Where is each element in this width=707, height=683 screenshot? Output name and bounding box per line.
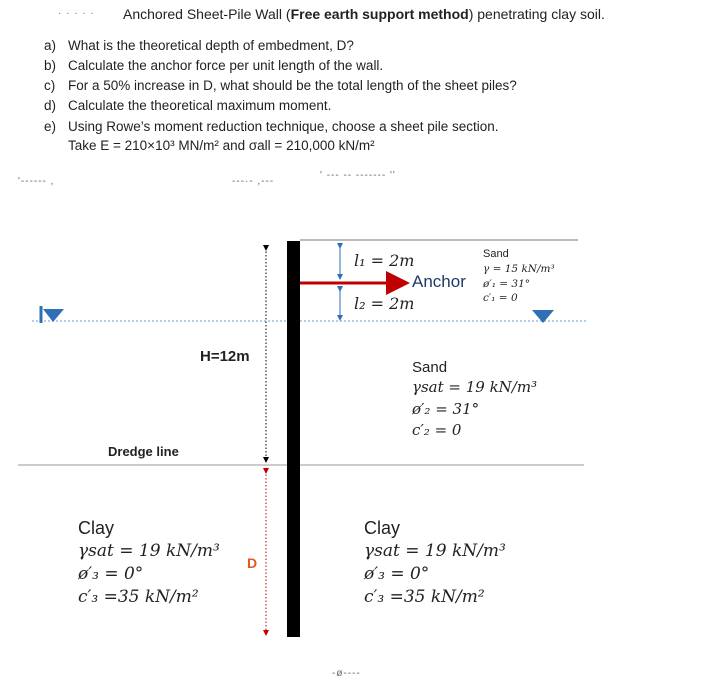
cropped-text-fragment: ‐ø‐‐‐‐ [332,668,361,679]
water-table-symbol-left [41,306,64,323]
cropped-text-fragment: ' ‐‐‐ ‐‐ ‐‐‐‐‐‐‐ '' [320,170,396,181]
dredge-line-label: Dredge line [108,444,179,459]
clay-right-phi: ø′₃ = 0° [364,564,430,584]
middle-sand-phi: ø′₂ = 31° [412,400,480,418]
l1-label: l₁ = 2m [354,251,415,270]
question-c: c) For a 50% increase in D, what should be the total length of the sheet piles? [44,78,517,93]
material-note: Take E = 210×10³ MN/m² and σall = 210,000 kN/m² [68,138,375,153]
height-label: H=12m [200,348,250,365]
cropped-text-fragment: ‐‐‐·‐ ,‐‐‐ [232,176,275,187]
top-sand-c: c′₁ = 0 [483,292,518,304]
clay-left-phi: ø′₃ = 0° [78,564,144,584]
middle-sand-c: c′₂ = 0 [412,421,462,439]
top-sand-name: Sand [483,248,509,260]
clay-left-c: c′₃ =35 kN/m² [78,587,199,607]
clay-right-name: Clay [364,518,401,538]
clay-right-gamma: γsat = 19 kN/m³ [364,541,506,561]
question-e: e) Using Rowe’s moment reduction technique, choose a sheet pile section. [44,119,499,134]
clay-left-gamma: γsat = 19 kN/m³ [78,541,220,561]
water-table-symbol-right [532,310,554,323]
question-d: d) Calculate the theoretical maximum moment. [44,98,332,113]
question-a: a) What is the theoretical depth of embedment, D? [44,38,354,53]
clay-left-name: Clay [78,518,115,538]
problem-title: Anchored Sheet-Pile Wall (Free earth support method) penetrating clay soil. [123,6,605,22]
cropped-text-fragment: '‐‐‐‐‐‐ , [18,176,55,187]
sheet-pile-wall [287,241,300,637]
l2-label: l₂ = 2m [354,294,415,313]
title-fragment: · · · · · [58,8,95,19]
embedment-label: D [247,555,258,571]
top-sand-phi: ø′₁ = 31° [483,278,530,290]
top-sand-gamma: γ = 15 kN/m³ [483,263,555,275]
anchor-label: Anchor [412,272,466,291]
middle-sand-gamma: γsat = 19 kN/m³ [412,378,538,396]
clay-right-c: c′₃ =35 kN/m² [364,587,485,607]
middle-sand-name: Sand [412,359,448,376]
question-b: b) Calculate the anchor force per unit length of the wall. [44,58,384,73]
